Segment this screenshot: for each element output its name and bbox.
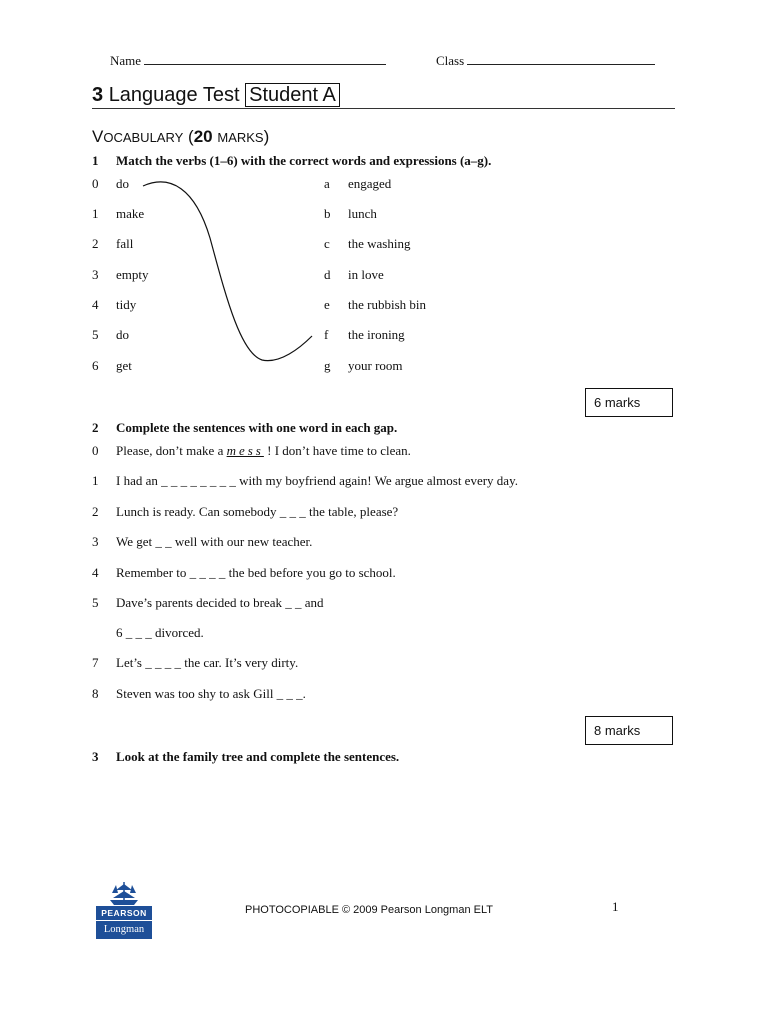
expression-letter: f	[324, 327, 329, 342]
expression-letter: b	[324, 206, 331, 221]
example-match-line	[140, 178, 320, 368]
verb-text: tidy	[116, 297, 137, 312]
section-heading	[92, 127, 269, 147]
title-text: Language Test	[108, 84, 240, 106]
title-rule	[92, 108, 675, 109]
verb-text: fall	[116, 236, 134, 251]
verb-number: 5	[92, 327, 99, 342]
sentence-text: Lunch is ready. Can somebody _ _ _ the table, please?	[116, 504, 399, 519]
title-student-box: Student A	[245, 83, 340, 107]
sentence-text-before: Please, don’t make a	[116, 443, 227, 458]
class-label: Class	[436, 53, 465, 68]
q1-instruction: Match the verbs (1–6) with the correct words and expressions (a–g).	[116, 153, 492, 168]
class-field	[436, 51, 655, 69]
section-open: (	[188, 127, 194, 146]
verb-text: do	[116, 327, 129, 342]
expression-text: the washing	[348, 236, 411, 251]
section-marks-total: 20	[193, 127, 213, 146]
q3-number: 3	[92, 749, 99, 764]
name-field	[110, 51, 386, 69]
verb-text: get	[116, 358, 132, 373]
page-title	[92, 84, 340, 107]
logo-longman-text: Longman	[96, 921, 152, 939]
q1-marks-box: 6 marks	[585, 388, 673, 417]
verb-number: 1	[92, 206, 99, 221]
q2-number: 2	[92, 420, 99, 435]
expression-text: lunch	[348, 206, 377, 221]
expression-letter: d	[324, 267, 331, 282]
q1-number: 1	[92, 153, 99, 168]
expression-letter: a	[324, 176, 330, 191]
name-blank	[144, 51, 386, 65]
expression-text: the rubbish bin	[348, 297, 426, 312]
sentence-number: 5	[92, 595, 99, 610]
expression-text: engaged	[348, 176, 392, 191]
sentence-text: Remember to _ _ _ _ the bed before you go to school.	[116, 565, 396, 580]
section-word: OCABULARY	[103, 130, 184, 145]
expression-letter: g	[324, 358, 331, 373]
title-number: 3	[92, 84, 104, 106]
sentence-number: 0	[92, 443, 99, 458]
expression-text: your room	[348, 358, 403, 373]
verb-text: empty	[116, 267, 149, 282]
sentence-text: I had an _ _ _ _ _ _ _ _ with my boyfriend again! We argue almost every day.	[116, 473, 518, 488]
verb-number: 0	[92, 176, 99, 191]
q2-instruction: Complete the sentences with one word in each gap.	[116, 420, 398, 435]
expression-text: the ironing	[348, 327, 405, 342]
sentence-text: We get _ _ well with our new teacher.	[116, 534, 313, 549]
footer-copyright: PHOTOCOPIABLE © 2009 Pearson Longman ELT	[245, 904, 493, 916]
verb-text: do	[116, 176, 129, 191]
example-answer: mess	[226, 443, 264, 458]
sentence-number: 8	[92, 686, 99, 701]
sentence-number: 1	[92, 473, 99, 488]
page-number: 1	[612, 899, 619, 914]
sentence-text: Let’s _ _ _ _ the car. It’s very dirty.	[116, 655, 299, 670]
expression-letter: e	[324, 297, 330, 312]
sentence-text-after: ! I don’t have time to clean.	[263, 443, 411, 458]
verb-text: make	[116, 206, 145, 221]
sentence-number: 2	[92, 504, 99, 519]
section-marks-word: MARKS	[217, 130, 264, 145]
ship-icon	[96, 881, 152, 907]
logo-pearson-text: PEARSON	[96, 906, 152, 920]
verb-number: 4	[92, 297, 99, 312]
sentence-number: 3	[92, 534, 99, 549]
sentence-example	[116, 443, 411, 459]
class-blank	[467, 51, 655, 65]
verb-number: 3	[92, 267, 99, 282]
expression-letter: c	[324, 236, 330, 251]
verb-number: 6	[92, 358, 99, 373]
verb-number: 2	[92, 236, 99, 251]
name-label: Name	[110, 53, 142, 68]
sentence-text: Steven was too shy to ask Gill _ _ _.	[116, 686, 306, 701]
expression-text: in love	[348, 267, 384, 282]
q2-marks-box: 8 marks	[585, 716, 673, 745]
section-initial: V	[92, 127, 104, 146]
q3-instruction: Look at the family tree and complete the sentences.	[116, 749, 400, 764]
sentence-text: Dave’s parents decided to break _ _ and	[116, 595, 324, 610]
sentence-number: 4	[92, 565, 99, 580]
sentence-text: 6 _ _ _ divorced.	[116, 625, 204, 640]
section-close: )	[263, 127, 270, 146]
sentence-number: 7	[92, 655, 99, 670]
